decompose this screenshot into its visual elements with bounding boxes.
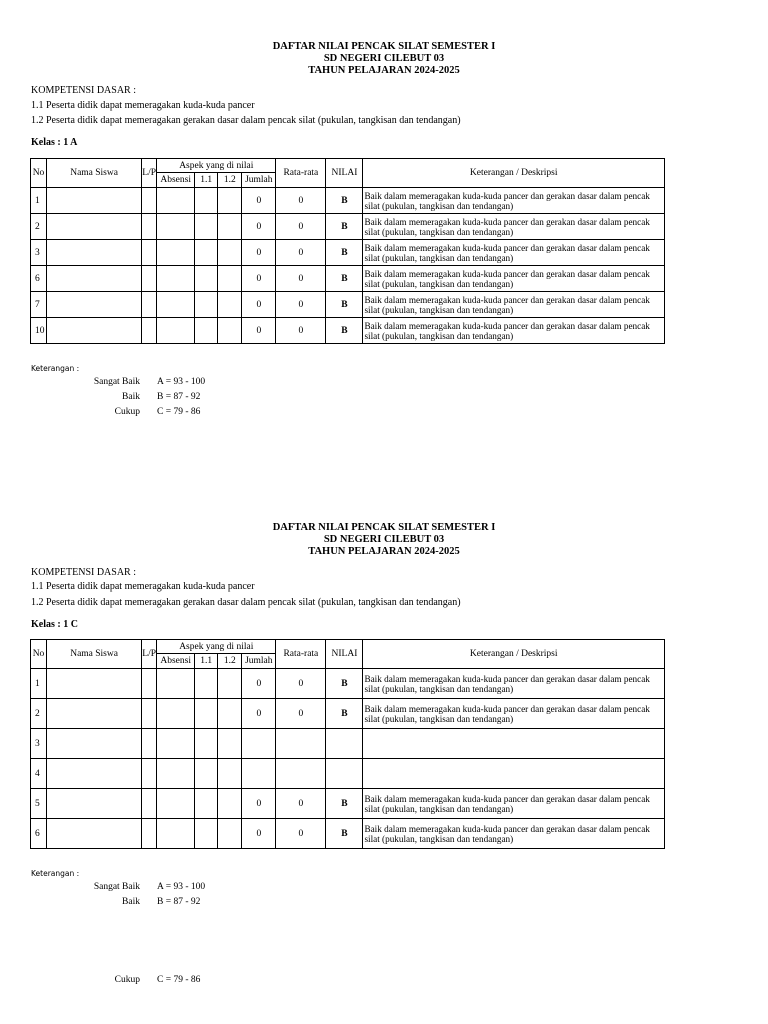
header-rata-rata: Rata-rata — [276, 640, 326, 669]
cell-no: 10 — [31, 318, 47, 344]
cell-kd-1-1 — [195, 819, 218, 849]
doc-title: DAFTAR NILAI PENCAK SILAT SEMESTER I — [272, 41, 496, 52]
class-label: Kelas : 1 A — [31, 137, 78, 148]
cell-jumlah: 0 — [242, 669, 276, 699]
cell-kd-1-1 — [195, 266, 218, 292]
cell-nama — [47, 214, 142, 240]
cell-kd-1-1 — [195, 188, 218, 214]
cell-nilai: B — [326, 292, 363, 318]
legend-range-b: B = 87 - 92 — [157, 897, 201, 907]
cell-kd-1-1 — [195, 318, 218, 344]
cell-nama — [47, 318, 142, 344]
cell-keterangan: Baik dalam memeragakan kuda-kuda pancer dan gerakan dasar dalam pencak silat (pukulan, tangkisan dan tendangan) — [363, 819, 665, 849]
kompetensi-1-1: 1.1 Peserta didik dapat memeragakan kuda-kuda pancer — [31, 100, 255, 111]
cell-nama — [47, 759, 142, 789]
cell-nama — [47, 292, 142, 318]
kompetensi-label: KOMPETENSI DASAR : — [31, 567, 137, 578]
cell-nilai — [326, 729, 363, 759]
cell-keterangan: Baik dalam memeragakan kuda-kuda pancer dan gerakan dasar dalam pencak silat (pukulan, tangkisan dan tendangan) — [363, 266, 665, 292]
cell-lp — [142, 266, 157, 292]
cell-lp — [142, 240, 157, 266]
header-lp: L/P — [142, 159, 157, 188]
cell-rata-rata: 0 — [276, 699, 326, 729]
cell-kd-1-1 — [195, 240, 218, 266]
cell-lp — [142, 188, 157, 214]
cell-absensi — [157, 240, 195, 266]
cell-nilai: B — [326, 819, 363, 849]
cell-keterangan: Baik dalam memeragakan kuda-kuda pancer dan gerakan dasar dalam pencak silat (pukulan, tangkisan dan tendangan) — [363, 240, 665, 266]
academic-year: TAHUN PELAJARAN 2024-2025 — [308, 65, 460, 76]
cell-lp — [142, 699, 157, 729]
cell-no: 4 — [31, 759, 47, 789]
cell-absensi — [157, 188, 195, 214]
cell-lp — [142, 214, 157, 240]
header-nilai: NILAI — [326, 159, 363, 188]
cell-kd-1-2 — [218, 759, 242, 789]
cell-jumlah: 0 — [242, 240, 276, 266]
cell-kd-1-1 — [195, 699, 218, 729]
kompetensi-label: KOMPETENSI DASAR : — [31, 85, 137, 96]
cell-kd-1-2 — [218, 729, 242, 759]
cell-rata-rata: 0 — [276, 188, 326, 214]
table-row — [31, 266, 665, 292]
cell-no: 2 — [31, 699, 47, 729]
cell-jumlah: 0 — [242, 699, 276, 729]
cell-absensi — [157, 759, 195, 789]
cell-kd-1-1 — [195, 292, 218, 318]
cell-nama — [47, 266, 142, 292]
cell-kd-1-2 — [218, 669, 242, 699]
table-row — [31, 292, 665, 318]
table-header-row — [31, 640, 665, 654]
cell-nilai: B — [326, 266, 363, 292]
legend-label-sangat-baik: Sangat Baik — [93, 882, 140, 892]
cell-jumlah: 0 — [242, 214, 276, 240]
cell-keterangan: Baik dalam memeragakan kuda-kuda pancer dan gerakan dasar dalam pencak silat (pukulan, tangkisan dan tendangan) — [363, 789, 665, 819]
cell-lp — [142, 729, 157, 759]
cell-kd-1-1 — [195, 759, 218, 789]
cell-absensi — [157, 292, 195, 318]
legend-heading: Keterangan : — [31, 364, 80, 373]
cell-absensi — [157, 819, 195, 849]
header-absensi: Absensi — [157, 654, 195, 669]
cell-nama — [47, 729, 142, 759]
cell-no: 1 — [31, 188, 47, 214]
grade-table — [30, 639, 665, 849]
cell-keterangan — [363, 729, 665, 759]
cell-no: 3 — [31, 729, 47, 759]
cell-nilai: B — [326, 318, 363, 344]
cell-kd-1-2 — [218, 789, 242, 819]
cell-rata-rata — [276, 729, 326, 759]
class-label: Kelas : 1 C — [31, 619, 78, 630]
cell-lp — [142, 318, 157, 344]
cell-nilai: B — [326, 240, 363, 266]
header-kd-1-2: 1.2 — [218, 654, 242, 669]
doc-title: DAFTAR NILAI PENCAK SILAT SEMESTER I — [272, 522, 496, 533]
header-keterangan: Keterangan / Deskripsi — [363, 159, 665, 188]
header-nama-siswa: Nama Siswa — [47, 159, 142, 188]
header-kd-1-2: 1.2 — [218, 173, 242, 188]
legend-range-a: A = 93 - 100 — [157, 377, 206, 387]
cell-no: 6 — [31, 819, 47, 849]
cell-no: 6 — [31, 266, 47, 292]
cell-rata-rata: 0 — [276, 669, 326, 699]
cell-absensi — [157, 669, 195, 699]
cell-rata-rata: 0 — [276, 292, 326, 318]
cell-kd-1-2 — [218, 214, 242, 240]
cell-nama — [47, 699, 142, 729]
table-row — [31, 240, 665, 266]
header-keterangan: Keterangan / Deskripsi — [363, 640, 665, 669]
cell-nilai: B — [326, 214, 363, 240]
cell-keterangan — [363, 759, 665, 789]
cell-no: 2 — [31, 214, 47, 240]
header-aspek: Aspek yang di nilai — [157, 159, 276, 173]
legend-range-a: A = 93 - 100 — [157, 882, 206, 892]
header-kd-1-1: 1.1 — [195, 654, 218, 669]
kompetensi-1-1: 1.1 Peserta didik dapat memeragakan kuda-kuda pancer — [31, 581, 255, 592]
header-kd-1-1: 1.1 — [195, 173, 218, 188]
cell-keterangan: Baik dalam memeragakan kuda-kuda pancer dan gerakan dasar dalam pencak silat (pukulan, tangkisan dan tendangan) — [363, 188, 665, 214]
header-aspek: Aspek yang di nilai — [157, 640, 276, 654]
table-row — [31, 318, 665, 344]
cell-nama — [47, 819, 142, 849]
cell-kd-1-1 — [195, 214, 218, 240]
table-row — [31, 819, 665, 849]
cell-no: 7 — [31, 292, 47, 318]
academic-year: TAHUN PELAJARAN 2024-2025 — [308, 546, 460, 557]
header-lp: L/P — [142, 640, 157, 669]
cell-absensi — [157, 789, 195, 819]
cell-absensi — [157, 699, 195, 729]
legend-heading: Keterangan : — [31, 869, 80, 878]
cell-kd-1-2 — [218, 266, 242, 292]
cell-lp — [142, 759, 157, 789]
table-row — [31, 188, 665, 214]
cell-kd-1-2 — [218, 240, 242, 266]
cell-jumlah: 0 — [242, 789, 276, 819]
cell-nilai: B — [326, 188, 363, 214]
cell-rata-rata: 0 — [276, 789, 326, 819]
cell-kd-1-2 — [218, 188, 242, 214]
table-row — [31, 729, 665, 759]
table-row — [31, 214, 665, 240]
legend-label-cukup: Cukup — [114, 975, 140, 985]
legend-range-c: C = 79 - 86 — [157, 975, 201, 985]
header-no: No — [31, 640, 47, 669]
cell-rata-rata: 0 — [276, 318, 326, 344]
school-name: SD NEGERI CILEBUT 03 — [323, 53, 445, 64]
legend-label-sangat-baik: Sangat Baik — [93, 377, 140, 387]
cell-kd-1-2 — [218, 318, 242, 344]
cell-nilai — [326, 759, 363, 789]
header-jumlah: Jumlah — [242, 654, 276, 669]
cell-jumlah: 0 — [242, 266, 276, 292]
cell-no: 1 — [31, 669, 47, 699]
legend-label-baik: Baik — [122, 897, 140, 907]
cell-rata-rata: 0 — [276, 266, 326, 292]
cell-rata-rata — [276, 759, 326, 789]
header-rata-rata: Rata-rata — [276, 159, 326, 188]
table-header-row — [31, 159, 665, 173]
cell-nama — [47, 240, 142, 266]
cell-jumlah — [242, 759, 276, 789]
cell-keterangan: Baik dalam memeragakan kuda-kuda pancer dan gerakan dasar dalam pencak silat (pukulan, tangkisan dan tendangan) — [363, 699, 665, 729]
cell-nama — [47, 789, 142, 819]
header-no: No — [31, 159, 47, 188]
cell-rata-rata: 0 — [276, 240, 326, 266]
table-row — [31, 669, 665, 699]
cell-kd-1-1 — [195, 669, 218, 699]
cell-rata-rata: 0 — [276, 214, 326, 240]
header-absensi: Absensi — [157, 173, 195, 188]
cell-nama — [47, 669, 142, 699]
cell-no: 5 — [31, 789, 47, 819]
cell-nilai: B — [326, 789, 363, 819]
legend-range-b: B = 87 - 92 — [157, 392, 201, 402]
cell-jumlah: 0 — [242, 188, 276, 214]
table-row — [31, 699, 665, 729]
cell-jumlah: 0 — [242, 318, 276, 344]
table-row — [31, 759, 665, 789]
cell-rata-rata: 0 — [276, 819, 326, 849]
cell-kd-1-1 — [195, 729, 218, 759]
legend-label-baik: Baik — [122, 392, 140, 402]
cell-kd-1-2 — [218, 819, 242, 849]
cell-lp — [142, 789, 157, 819]
grade-table — [30, 158, 665, 344]
cell-kd-1-2 — [218, 699, 242, 729]
header-nilai: NILAI — [326, 640, 363, 669]
kompetensi-1-2: 1.2 Peserta didik dapat memeragakan gerakan dasar dalam pencak silat (pukulan, tangkisan dan tendangan) — [31, 597, 461, 608]
cell-nilai: B — [326, 699, 363, 729]
cell-nama — [47, 188, 142, 214]
cell-absensi — [157, 266, 195, 292]
cell-keterangan: Baik dalam memeragakan kuda-kuda pancer dan gerakan dasar dalam pencak silat (pukulan, tangkisan dan tendangan) — [363, 214, 665, 240]
cell-nilai: B — [326, 669, 363, 699]
cell-no: 3 — [31, 240, 47, 266]
cell-jumlah — [242, 729, 276, 759]
school-name: SD NEGERI CILEBUT 03 — [323, 534, 445, 545]
header-nama-siswa: Nama Siswa — [47, 640, 142, 669]
legend-label-cukup: Cukup — [114, 407, 140, 417]
cell-absensi — [157, 214, 195, 240]
cell-keterangan: Baik dalam memeragakan kuda-kuda pancer dan gerakan dasar dalam pencak silat (pukulan, tangkisan dan tendangan) — [363, 669, 665, 699]
cell-absensi — [157, 318, 195, 344]
cell-jumlah: 0 — [242, 292, 276, 318]
cell-keterangan: Baik dalam memeragakan kuda-kuda pancer dan gerakan dasar dalam pencak silat (pukulan, tangkisan dan tendangan) — [363, 318, 665, 344]
cell-lp — [142, 819, 157, 849]
legend-range-c: C = 79 - 86 — [157, 407, 201, 417]
kompetensi-1-2: 1.2 Peserta didik dapat memeragakan gerakan dasar dalam pencak silat (pukulan, tangkisan dan tendangan) — [31, 115, 461, 126]
cell-lp — [142, 669, 157, 699]
cell-kd-1-1 — [195, 789, 218, 819]
cell-kd-1-2 — [218, 292, 242, 318]
cell-absensi — [157, 729, 195, 759]
cell-lp — [142, 292, 157, 318]
cell-keterangan: Baik dalam memeragakan kuda-kuda pancer dan gerakan dasar dalam pencak silat (pukulan, tangkisan dan tendangan) — [363, 292, 665, 318]
header-jumlah: Jumlah — [242, 173, 276, 188]
table-row — [31, 789, 665, 819]
cell-jumlah: 0 — [242, 819, 276, 849]
